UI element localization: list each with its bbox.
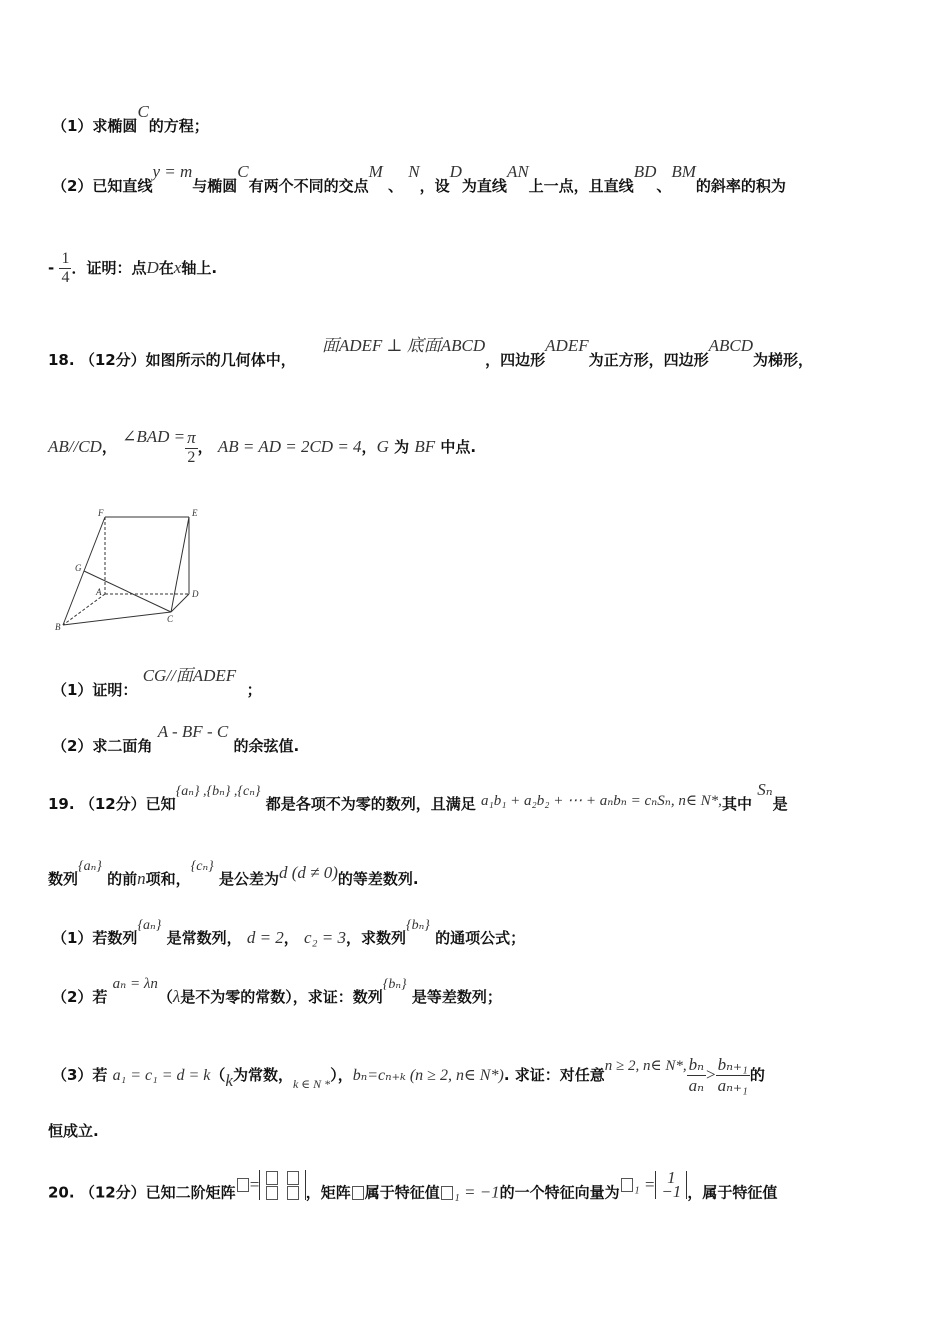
question-number: 18. (48, 351, 75, 369)
q18-part1 (52, 666, 262, 700)
math: = (249, 1174, 260, 1194)
text: 是公差为 (218, 870, 279, 888)
math: d (d ≠ 0) (279, 863, 338, 882)
math: D (449, 162, 462, 181)
question-number: 19. (48, 795, 75, 813)
text: . 求证：对任意 (503, 1066, 605, 1084)
text: 、 (656, 177, 672, 195)
text: 是等差数列； (411, 988, 502, 1006)
missing-glyph-icon (441, 1186, 453, 1200)
label-c: C (167, 614, 174, 624)
text: ， (197, 438, 213, 456)
math: ADEF (545, 336, 589, 355)
text: 是不为零的常数），求证：数列 (180, 988, 383, 1006)
text: 上一点，且直线 (528, 177, 634, 195)
label-a: A (96, 587, 102, 597)
edge-bc (63, 612, 171, 625)
text: （12分）已知二阶矩阵 (79, 1183, 236, 1202)
fraction-left (687, 1055, 706, 1096)
vector (655, 1168, 687, 1202)
text: 有两个不同的交点 (248, 177, 369, 195)
text: ， (101, 438, 117, 456)
math: BF (414, 437, 436, 456)
text: ，矩阵 (305, 1183, 351, 1202)
q20-line1 (48, 1168, 778, 1208)
label-f: F (98, 508, 104, 518)
text: （ (210, 1066, 226, 1084)
denominator: 2 (187, 449, 196, 466)
q18-part2 (52, 722, 300, 756)
math: AN (506, 162, 529, 181)
math: n ≥ 2, n∈ N*, (604, 1058, 687, 1074)
math: λ (172, 987, 181, 1006)
q19-line2 (48, 859, 419, 889)
math: 面ADEF ⊥ 底面ABCD (321, 336, 486, 355)
missing-glyph-icon (287, 1186, 299, 1200)
math: y = m (152, 162, 193, 181)
math: bₙ=cₙ₊ₖ (n ≥ 2, n∈ N*) (352, 1067, 504, 1084)
text: 在 (158, 259, 174, 277)
text: ）， (330, 1066, 353, 1084)
denominator: aₙ₊₁ (717, 1076, 748, 1095)
math: CG//面ADEF (142, 666, 237, 685)
math: {bₙ} (382, 977, 407, 992)
text: 的 (749, 1066, 765, 1084)
text: 的等差数列. (337, 870, 419, 888)
text: 为正方形，四边形 (588, 351, 709, 369)
text: 数列 (48, 870, 79, 888)
fraction-right (716, 1055, 750, 1096)
q19-part3 (52, 1055, 765, 1096)
label: （1）证明： (52, 681, 138, 699)
math: ABCD (708, 336, 753, 355)
numerator: bₙ (688, 1055, 704, 1074)
q17-part1 (52, 102, 209, 136)
label: （3）若 (52, 1066, 108, 1084)
math: k ∈ N * (292, 1077, 331, 1091)
numerator: bₙ₊₁ (717, 1055, 748, 1074)
text: 中点. (440, 438, 477, 456)
text: 为 (394, 438, 410, 456)
text: ，设 (419, 177, 450, 195)
q18-line1 (48, 336, 814, 370)
text: 的方程； (148, 117, 209, 135)
text: （12分）如图所示的几何体中， (79, 351, 296, 369)
label: （1）求椭圆 (52, 117, 138, 135)
text: 的前 (107, 870, 138, 888)
math: {aₙ} (137, 918, 162, 933)
label: （2）若 (52, 988, 108, 1006)
math: G (376, 437, 389, 456)
q19-part2 (52, 976, 502, 1007)
missing-glyph-icon (237, 1178, 249, 1192)
math: BM (671, 162, 696, 181)
text: 的斜率的积为 (695, 177, 786, 195)
math: > (705, 1065, 716, 1084)
denominator: aₙ (688, 1076, 704, 1095)
label: （2）已知直线 (52, 177, 153, 195)
text: ； (246, 681, 262, 699)
vector-entry: −1 (661, 1182, 682, 1202)
q17-conclusion (48, 250, 217, 287)
q18-line2 (48, 428, 476, 467)
text: 其中 (721, 795, 752, 813)
label-e: E (192, 508, 198, 518)
text: 是 (772, 795, 788, 813)
text: 恒成立. (48, 1122, 99, 1140)
text: ，属于特征值 (687, 1183, 778, 1202)
text: 的通项公式； (435, 929, 526, 947)
denominator: 4 (61, 269, 70, 286)
label: （1）若数列 (52, 929, 138, 947)
text: ．证明：点 (71, 259, 147, 277)
text: ，求数列 (345, 929, 406, 947)
edge-ce (171, 517, 189, 612)
text: 为常数， (232, 1066, 293, 1084)
text: 项和， (145, 870, 191, 888)
math: a₁b₁ + a₂b₂ + ⋯ + aₙbₙ = cₙSₙ, n∈ N*, (481, 793, 722, 809)
math: Sₙ (757, 780, 773, 799)
numerator: π (187, 428, 196, 447)
text: 的一个特征向量为 (499, 1183, 620, 1202)
text: 都是各项不为零的数列，且满足 (265, 795, 476, 813)
math: {cₙ} (190, 859, 214, 874)
label-g: G (75, 563, 82, 573)
math: ₁ = −1 (453, 1182, 500, 1202)
math: A - BF - C (157, 722, 229, 741)
text: 为梯形， (753, 351, 814, 369)
math: C (237, 162, 249, 181)
math: ₁ = (633, 1174, 656, 1194)
math: BD (633, 162, 657, 181)
math: {aₙ} ,{bₙ} ,{cₙ} (175, 784, 261, 799)
text: 、 (388, 177, 404, 195)
text: （ (157, 988, 173, 1006)
math: aₙ = λn (112, 976, 158, 992)
math: D (146, 258, 159, 277)
math: {aₙ} (78, 859, 102, 874)
vector-entry: 1 (667, 1168, 676, 1188)
math: x (173, 258, 182, 277)
label-d: D (192, 589, 199, 599)
math: n (137, 869, 146, 888)
text: 的余弦值. (233, 737, 300, 755)
text: 轴上. (181, 259, 218, 277)
text: ，四边形 (485, 351, 546, 369)
missing-glyph-icon (266, 1171, 278, 1185)
math: a₁ = c₁ = d = k (112, 1067, 211, 1084)
minus-sign: - (48, 259, 55, 277)
q19-line1 (48, 780, 788, 814)
text: 为直线 (461, 177, 507, 195)
missing-glyph-icon (266, 1186, 278, 1200)
math: N (408, 162, 420, 181)
q19-part1: （1）若数列{aₙ} 是常数列， d = 2， c₂ = 3，求数列{bₙ} 的通项公式； (52, 918, 526, 947)
numerator: 1 (61, 250, 70, 267)
text: 是常数列， (166, 929, 242, 947)
missing-glyph-icon (287, 1171, 299, 1185)
q17-part2 (52, 162, 786, 196)
math: c₂ = 3 (304, 928, 346, 947)
math: AB = AD = 2CD = 4 (217, 437, 362, 456)
fraction (59, 250, 71, 287)
math: M (368, 162, 383, 181)
label-b: B (55, 622, 61, 632)
q19-final (48, 1120, 99, 1141)
missing-glyph-icon (621, 1178, 633, 1192)
math: k (225, 1071, 233, 1090)
label: （2）求二面角 (52, 737, 153, 755)
math: AB//CD (48, 437, 102, 456)
missing-glyph-icon (352, 1186, 364, 1200)
question-number: 20. (48, 1183, 75, 1202)
geometry-figure (48, 505, 208, 635)
text: 与椭圆 (192, 177, 238, 195)
math: C (137, 102, 149, 121)
text: ， (361, 438, 377, 456)
math: {bₙ} (405, 918, 430, 933)
math: d = 2 (246, 928, 284, 947)
fraction (185, 428, 198, 467)
text: 属于特征值 (364, 1183, 440, 1202)
matrix (259, 1170, 306, 1200)
text: （12分）已知 (79, 795, 176, 813)
math: ∠BAD = (122, 427, 186, 446)
